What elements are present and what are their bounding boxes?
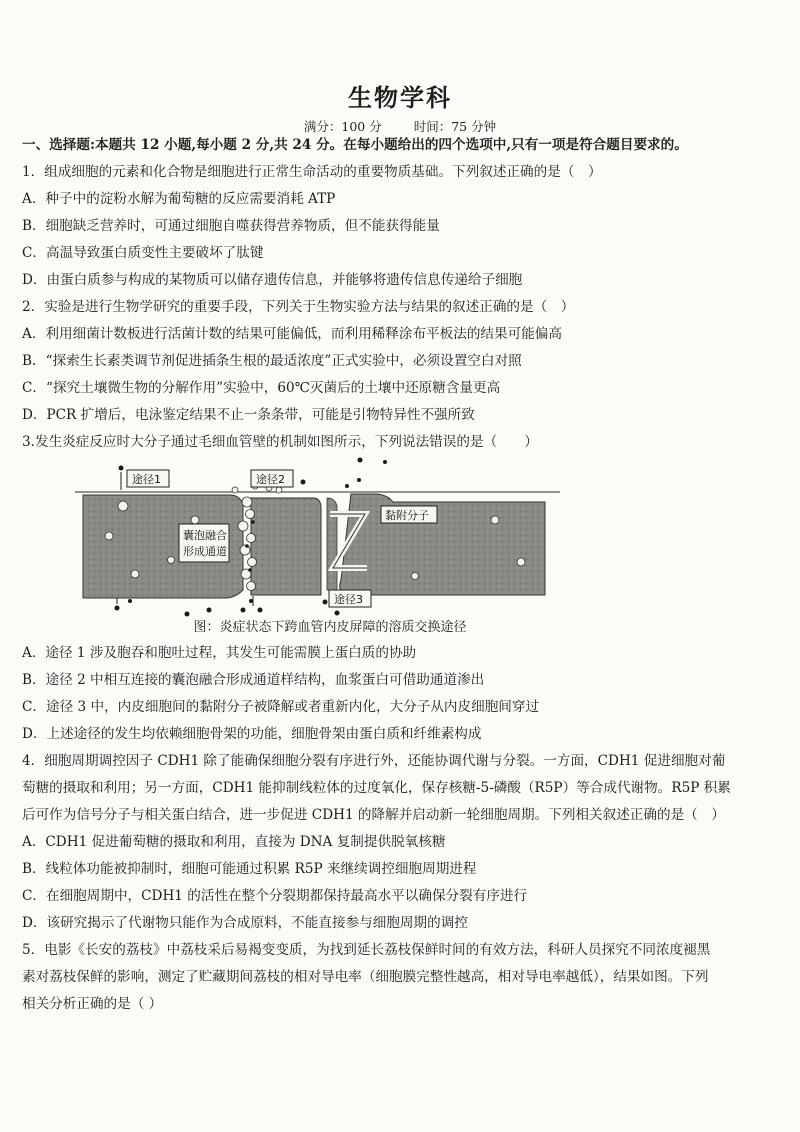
question-1-option-a: A．种子中的淀粉水解为葡萄糖的反应需要消耗 ATP bbox=[22, 191, 336, 207]
question-3-option-b: B．途径 2 中相互连接的囊泡融合形成通道样结构，血浆蛋白可借助通道渗出 bbox=[22, 672, 485, 688]
question-1-stem: 1．组成细胞的元素和化合物是细胞进行正常生命活动的重要物质基础。下列叙述正确的是（ ） bbox=[22, 164, 602, 180]
label-path1: 途径1 bbox=[132, 473, 161, 486]
question-3-option-a: A．途径 1 涉及胞吞和胞吐过程，其发生可能需膜上蛋白质的协助 bbox=[22, 645, 417, 661]
question-4-option-c: C．在细胞周期中，CDH1 的活性在整个分裂期都保持最高水平以确保分裂有序进行 bbox=[22, 888, 528, 904]
question-2-option-d: D．PCR 扩增后，电泳鉴定结果不止一条条带，可能是引物特异性不强所致 bbox=[22, 407, 475, 423]
question-4-option-b: B．线粒体功能被抑制时，细胞可能通过积累 R5P 来继续调控细胞周期进程 bbox=[22, 861, 477, 877]
label-fusion-line1: 囊泡融合 bbox=[183, 529, 227, 542]
question-3-option-d: D．上述途径的发生均依赖细胞骨架的功能，细胞骨架由蛋白质和纤维素构成 bbox=[22, 726, 482, 742]
question-5-stem-line2: 素对荔枝保鲜的影响，测定了贮藏期间荔枝的相对导电率（细胞膜完整性越高，相对导电率越低），结果如图。下列 bbox=[22, 969, 709, 985]
label-path3: 途径3 bbox=[334, 593, 363, 606]
question-3-figure bbox=[75, 450, 565, 620]
question-1-option-c: C．高温导致蛋白质变性主要破坏了肽键 bbox=[22, 245, 264, 261]
question-2-option-a: A．利用细菌计数板进行活菌计数的结果可能偏低，而利用稀释涂布平板法的结果可能偏高 bbox=[22, 326, 562, 342]
question-2-option-c: C．“探究土壤微生物的分解作用”实验中，60℃灭菌后的土壤中还原糖含量更高 bbox=[22, 380, 501, 396]
question-5-stem-line3: 相关分析正确的是（ ） bbox=[22, 996, 163, 1012]
full-score: 满分：100 分 bbox=[303, 119, 382, 134]
question-4-option-a: A．CDH1 促进葡萄糖的摄取和利用，直接为 DNA 复制提供脱氧核糖 bbox=[22, 834, 446, 850]
exam-meta bbox=[0, 117, 800, 135]
label-adhesion: 黏附分子 bbox=[385, 509, 429, 522]
label-path2: 途径2 bbox=[256, 473, 285, 486]
exam-time: 时间：75 分钟 bbox=[413, 119, 497, 134]
question-4-stem-line2: 萄糖的摄取和利用；另一方面，CDH1 能抑制线粒体的过度氧化，保存核糖-5-磷酸（R5P）等合成代谢物。R5P 积累 bbox=[22, 780, 731, 796]
question-5-stem-line1: 5．电影《长安的荔枝》中荔枝采后易褐变变质，为找到延长荔枝保鲜时间的有效方法，科研人员探究不同浓度褪黑 bbox=[22, 942, 711, 958]
question-4-stem-line1: 4．细胞周期调控因子 CDH1 除了能确保细胞分裂有序进行外，还能协调代谢与分裂。一方面，CDH1 促进细胞对葡 bbox=[22, 753, 726, 769]
question-3-stem: 3.发生炎症反应时大分子通过毛细血管壁的机制如图所示，下列说法错误的是（ ） bbox=[22, 434, 538, 450]
page-title: 生物学科 bbox=[348, 83, 452, 112]
question-3-option-c: C．途径 3 中，内皮细胞间的黏附分子被降解或者重新内化，大分子从内皮细胞间穿过 bbox=[22, 699, 540, 715]
question-1-option-b: B．细胞缺乏营养时，可通过细胞自噬获得营养物质，但不能获得能量 bbox=[22, 218, 440, 234]
section-title: 一、选择题:本题共 12 小题,每小题 2 分,共 24 分。在每小题给出的四个选项中,只有一项是符合题目要求的。 bbox=[22, 137, 688, 153]
question-2-option-b: B．“探索生长素类调节剂促进插条生根的最适浓度”正式实验中，必须设置空白对照 bbox=[22, 353, 522, 369]
label-fusion-line2: 形成通道 bbox=[183, 545, 227, 558]
figure-caption: 图：炎症状态下跨血管内皮屏障的溶质交换途径 bbox=[193, 620, 467, 635]
question-4-stem-line3: 后可作为信号分子与相关蛋白结合，进一步促进 CDH1 的降解并启动新一轮细胞周期。下列相关叙述正确的是（ ） bbox=[22, 807, 725, 823]
question-2-stem: 2．实验是进行生物学研究的重要手段，下列关于生物实验方法与结果的叙述正确的是（ ） bbox=[22, 299, 575, 315]
question-4-option-d: D．该研究揭示了代谢物只能作为合成原料，不能直接参与细胞周期的调控 bbox=[22, 915, 468, 931]
question-1-option-d: D．由蛋白质参与构成的某物质可以储存遗传信息，并能够将遗传信息传递给子细胞 bbox=[22, 272, 523, 288]
